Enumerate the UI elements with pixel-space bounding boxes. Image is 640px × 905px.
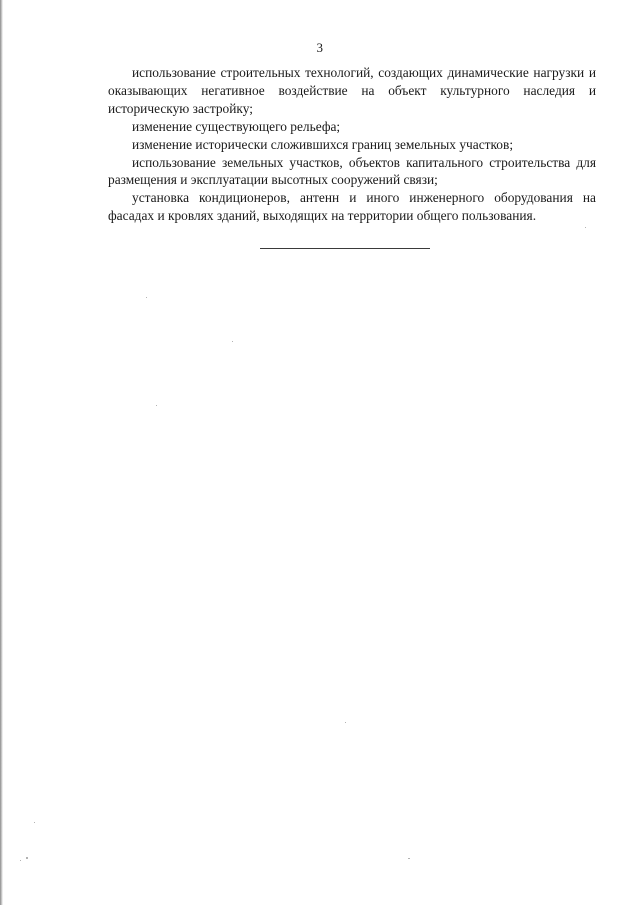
paragraph-land-boundaries: изменение исторически сложившихся границ земельных участков; xyxy=(132,136,514,152)
scan-speck xyxy=(34,822,35,823)
paragraph-equipment-installation: установка кондиционеров, антенн и иного инженерного оборудования на фасадах и кровлях зданий, выходящих на территории общего пользования. xyxy=(108,190,596,224)
end-separator-line xyxy=(260,248,430,249)
paragraph-communication-structures: использование земельных участков, объектов капитального строительства для размещения и эксплуатации высотных сооружений связи; xyxy=(108,154,596,188)
scan-speck xyxy=(345,722,346,723)
scan-speck xyxy=(20,860,21,861)
paragraph-construction-technologies: использование строительных технологий, создающих динамические нагрузки и оказывающих негативное воздействие на объект культурного наследия и историческую застройку; xyxy=(108,65,596,116)
scan-speck xyxy=(408,858,410,859)
scan-speck xyxy=(26,857,28,859)
document-body xyxy=(108,64,596,225)
scan-speck xyxy=(585,227,586,228)
paragraph-relief-change: изменение существующего рельефа; xyxy=(132,118,341,134)
scan-speck xyxy=(146,297,147,298)
scan-speck xyxy=(232,341,233,342)
scan-left-edge xyxy=(0,0,3,905)
scan-speck xyxy=(156,405,157,406)
page-number: 3 xyxy=(316,40,324,55)
